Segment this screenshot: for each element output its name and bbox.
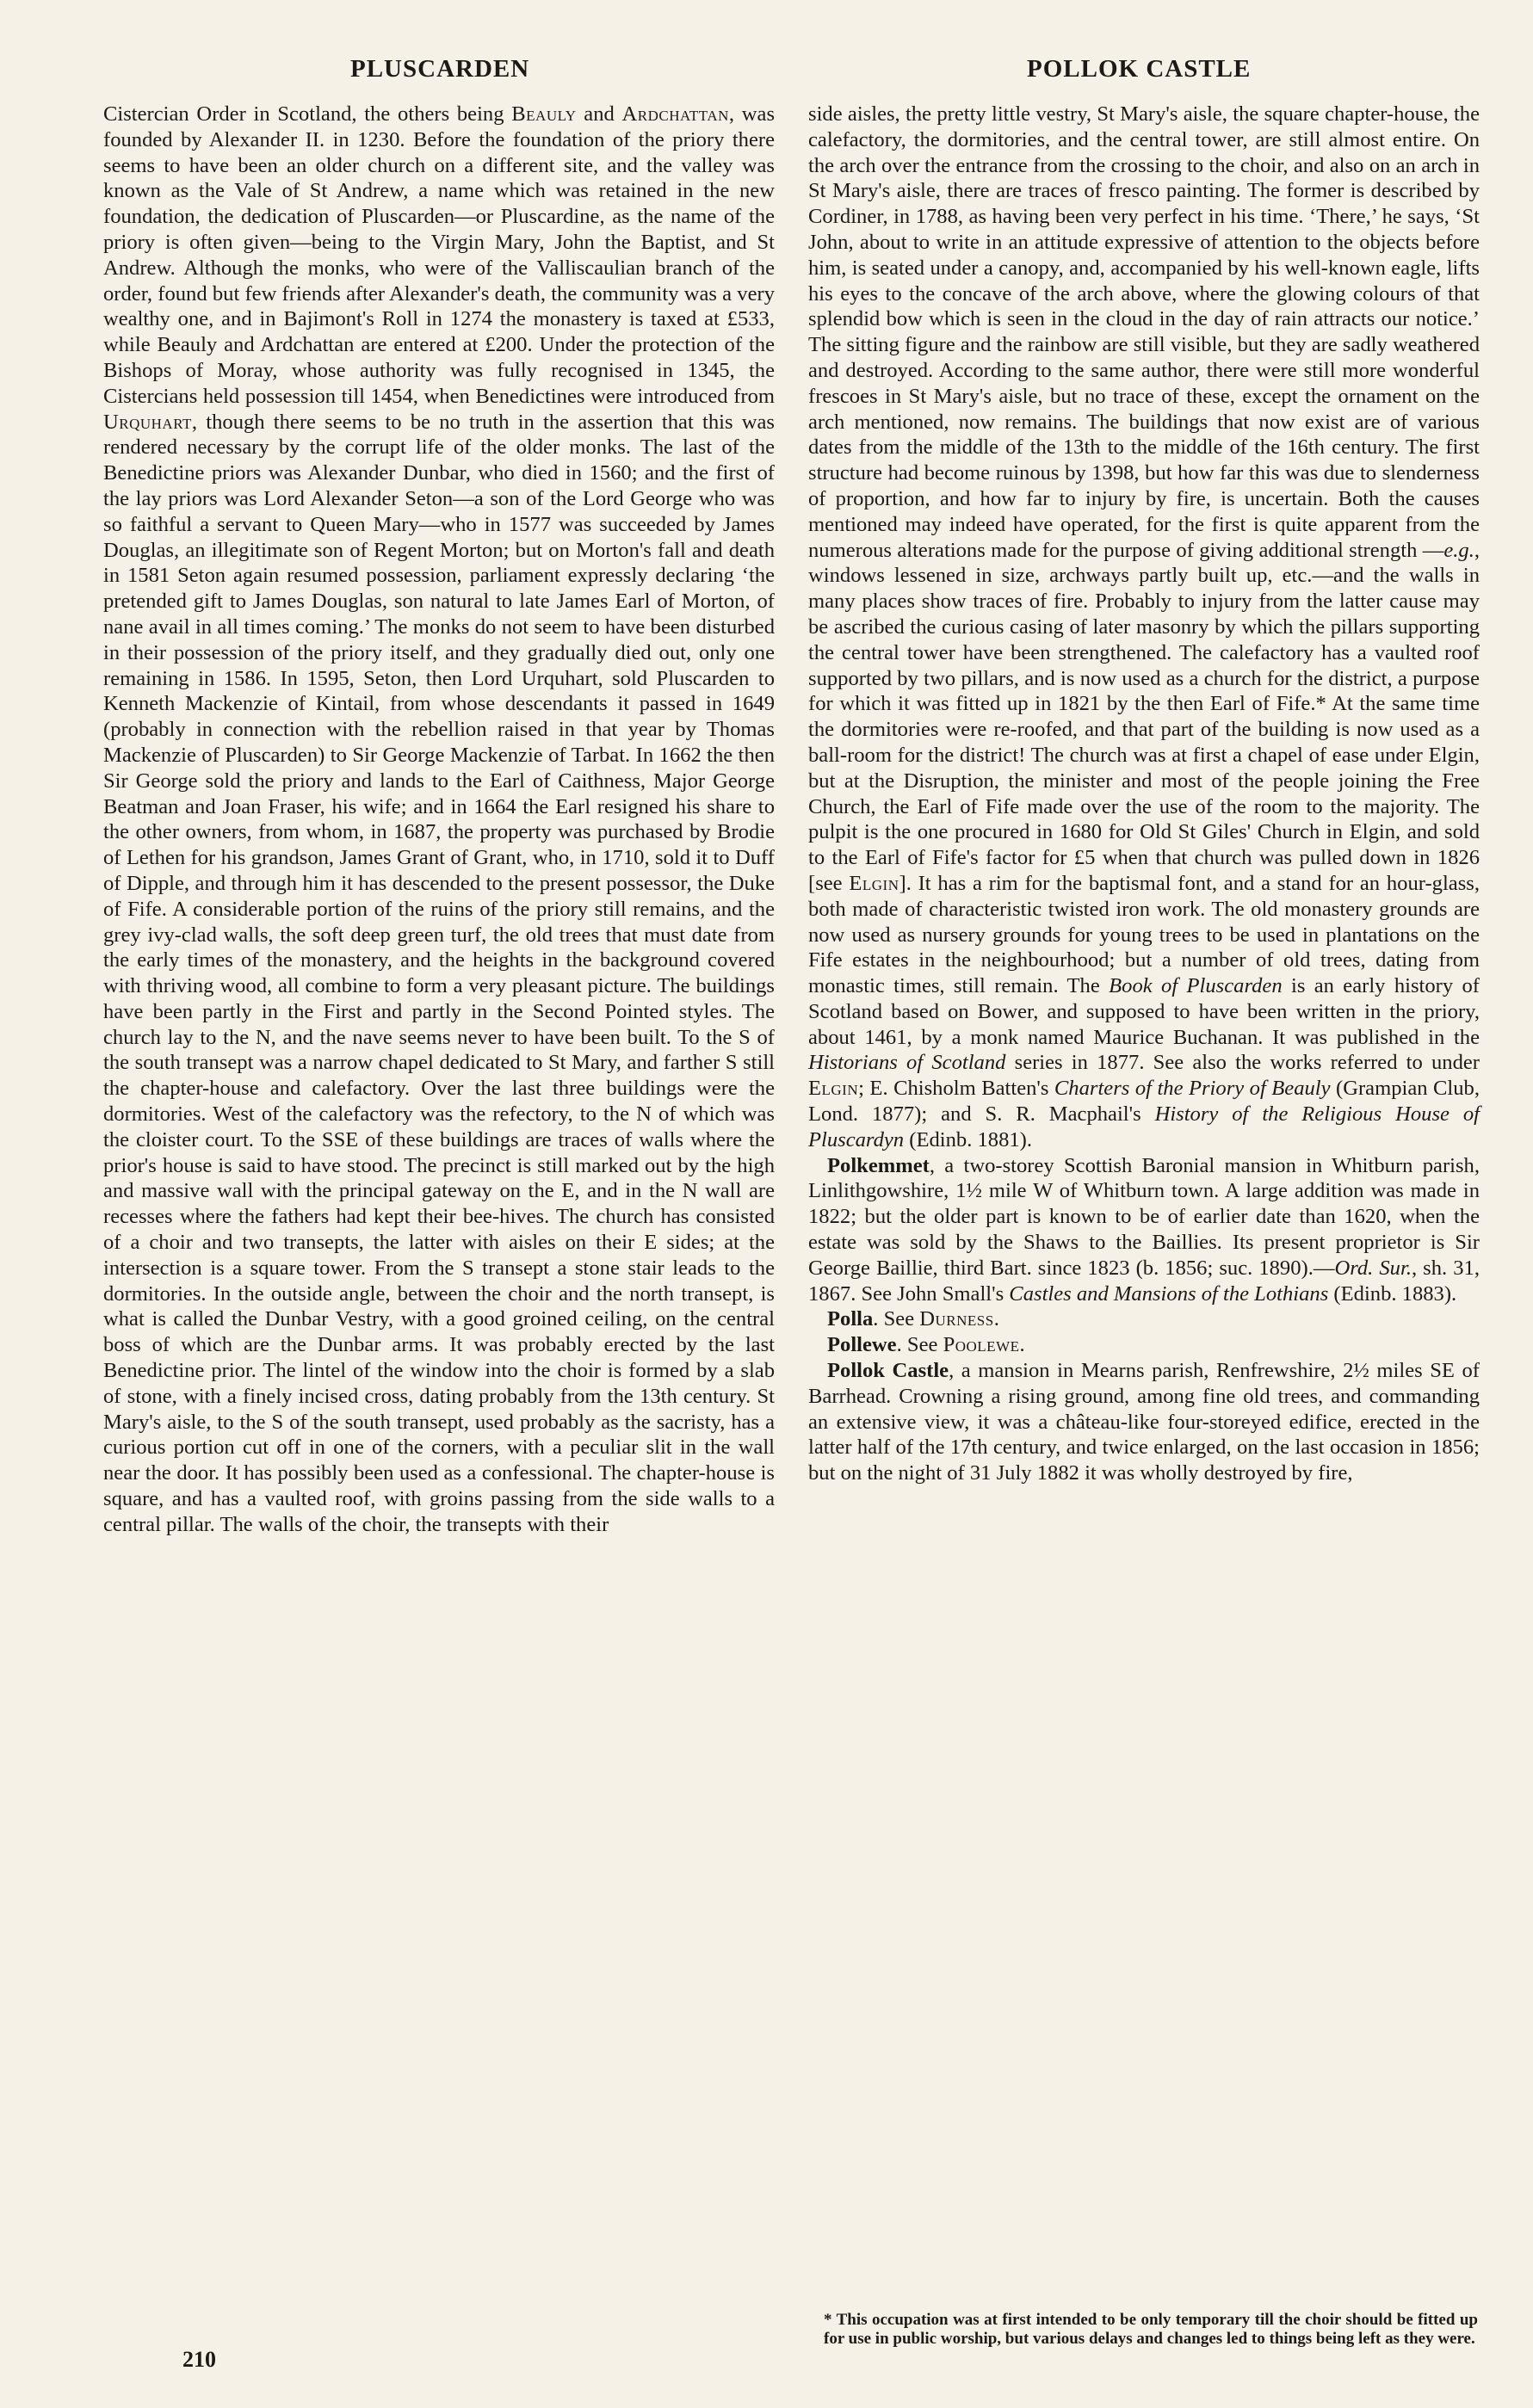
- text-run: , a two-storey Scottish Baronial mansion in Whitburn parish, Linlithgowshire, 1½ mile W of Whitburn town. A large addition was made in 1822; but the older part is known to be of earlier date than 1620, when the estate was sold by the Shaws to the Baillies. Its present proprietor is Sir George Baillie, third Bart. since 1823 (b. 1856; suc. 1890).—: [808, 1153, 1480, 1280]
- text-run: . See: [896, 1333, 943, 1357]
- entry-pollok-castle: [808, 1358, 1480, 1486]
- right-column: [808, 102, 1480, 1486]
- text-run: , though there seems to be no truth in the assertion that this was rendered necessary by the corrupt life of the older monks. The last of the Benedictine priors was Alexander Dunbar, who died in 1560; and the first of the lay priors was Lord Alexander Seton—a son of the Lord George who was so faithful a servant to Queen Mary—who in 1577 was succeeded by James Douglas, an illegitimate son of Regent Morton; but on Morton's fall and death in 1581 Seton again resumed possession, parliament expressly declaring ‘the pretended gift to James Douglas, son natural to late James Earl of Morton, of nane avail in all times coming.’ The monks do not seem to have been disturbed in their possession of the priory itself, and they gradually died out, only one remaining in 1586. In 1595, Seton, then Lord Urquhart, sold Pluscarden to Kenneth Mackenzie of Kintail, from whose descendants it passed in 1649 (probably in connection with the rebellion raised in that year by Thomas Mackenzie of Pluscarden) to Sir George Mackenzie of Tarbat. In 1662 the then Sir George sold the priory and lands to the Earl of Caithness, Major George Beatman and Joan Fraser, his wife; and in 1664 the Earl resigned his share to the other owners, from whom, in 1687, the property was purchased by Brodie of Lethen for his grandson, James Grant of Grant, who, in 1710, sold it to Duff of Dipple, and through him it has descended to the present possessor, the Duke of Fife. A considerable portion of the ruins of the priory still remains, and the grey ivy-clad walls, the soft deep green turf, the old trees that must date from the early times of the monastery, and the heights in the background covered with thriving wood, all combine to form a very pleasant picture. The buildings have been partly in the First and partly in the Second Pointed styles. The church lay to the N, and the nave seems never to have been built. To the S of the south transept was a narrow chapel dedicated to St Mary, and farther S still the chapter-house and calefactory. Over the last three buildings were the dormitories. West of the calefactory was the refectory, to the N of which was the cloister court. To the SSE of these buildings are traces of walls where the prior's house is said to have stood. The precinct is still marked out by the high and massive wall with the principal gateway on the E, and in the N wall are recesses where the fathers had kept their bee-hives. The church has consisted of a choir and two transepts, the latter with aisles on their E sides; at the intersection is a square tower. From the S transept a stone stair leads to the dormitories. In the outside angle, between the choir and the north transept, is what is called the Dunbar Vestry, with a good groined ceiling, on the central boss of which are the Dunbar arms. It was probably erected by the last Benedictine prior. The lintel of the window into the choir is formed by a slab of stone, with a finely incised cross, dating probably from the 13th century. St Mary's aisle, to the S of the south transept, used probably as the sacristy, has a curious portion cut off in one of the corners, with a peculiar slit in the wall near the door. It has possibly been used as a confessional. The chapter-house is square, and has a vaulted roof, with groins passing from the side walls to a central pillar. The walls of the choir, the transepts with their: [103, 410, 775, 1536]
- cross-reference: Elgin: [808, 1077, 859, 1101]
- cross-reference: Poolewe: [943, 1333, 1020, 1357]
- book-title: Charters of the Priory of Beauly: [1054, 1077, 1331, 1101]
- text-run: side aisles, the pretty little vestry, St Mary's aisle, the square chapter-house, the calefactory, the dormitories, and the central tower, are still almost entire. On the arch over the entrance from the crossing to the choir, and also on an arch in St Mary's aisle, there are traces of fresco painting. The former is described by Cordiner, in 1788, as having been very perfect in his time. ‘There,’ he says, ‘St John, about to write in an attitude expressive of attention to the objects before him, is seated under a canopy, and, accompanied by his well-known eagle, lifts his eyes to the concave of the arch above, where the glowing colours of that splendid bow which is seen in the cloud in the day of rain attracts our notice.’ The sitting figure and the rainbow are still visible, but they are sadly weathered and destroyed. According to the same author, there were still more wonderful frescoes in St Mary's aisle, but no trace of these, except the ornament on the arch mentioned, now remains. The buildings that now exist are of various dates from the middle of the 13th to the middle of the 16th century. The first structure had become ruinous by 1398, but how far this was due to slenderness of proportion, and how far to injury by fire, is uncertain. Both the causes mentioned may indeed have operated, for the first is quite apparent from the numerous alterations made for the purpose of giving additional strength —: [808, 102, 1480, 562]
- text-run: and: [576, 102, 622, 126]
- footnote: * This occupation was at first intended to be only temporary till the choir should be fitted up for use in public worship, but various delays and changes led to things being left as they were.: [824, 2311, 1478, 2348]
- entry-polla: [808, 1306, 1480, 1332]
- book-title: History of the Religious House of Pluscardyn: [808, 1102, 1480, 1152]
- book-title: Book of Pluscarden: [1109, 974, 1283, 998]
- text-run: , a mansion in Mearns parish, Renfrewshire, 2½ miles SE of Barrhead. Crowning a rising ground, among fine old trees, and commanding an extensive view, it was a château-like four-storeyed edifice, erected in the latter half of the 17th century, and twice enlarged, on the last occasion in 1856; but on the night of 31 July 1882 it was wholly destroyed by fire,: [808, 1359, 1480, 1485]
- text-run: , windows lessened in size, archways partly built up, etc.—and the walls in many places show traces of fire. Probably to injury from the latter cause may be ascribed the curious casing of later masonry by which the pillars supporting the central tower have been strengthened. The calefactory has a vaulted roof supported by two pillars, and is now used as a church for the district, a purpose for which it was fitted up in 1821 by the then Earl of Fife.* At the same time the dormitories were re-roofed, and that part of the building is now used as a ball-room for the district! The church was at first a chapel of ease under Elgin, but at the Disruption, the minister and most of the people joining the Free Church, the Earl of Fife made over the use of the room to the majority. The pulpit is the one procured in 1680 for Old St Giles' Church in Elgin, and sold to the Earl of Fife's factor for £5 when that church was pulled down in 1826 [see: [808, 538, 1480, 895]
- text-run: .: [993, 1307, 999, 1331]
- book-title: Historians of Scotland: [808, 1051, 1006, 1075]
- right-paragraph: [808, 102, 1480, 1153]
- entry-pollewe: [808, 1332, 1480, 1358]
- entry-polkemmet: [808, 1153, 1480, 1307]
- cross-reference: Urquhart: [103, 410, 192, 434]
- cross-reference: Beauly: [511, 102, 577, 126]
- text-run: . See: [873, 1307, 920, 1331]
- text-run: (Edinb. 1883).: [1328, 1281, 1457, 1306]
- text-run: Cistercian Order in Scotland, the others being: [103, 102, 512, 126]
- left-column: [103, 102, 775, 1538]
- text-run: (Edinb. 1881).: [904, 1127, 1033, 1152]
- cross-reference: Elgin: [849, 871, 899, 895]
- entry-heading: Polla: [827, 1307, 874, 1331]
- cross-reference: Ardchattan: [621, 102, 729, 126]
- left-paragraph: [103, 102, 775, 1538]
- italic-text: Ord. Sur.: [1334, 1256, 1412, 1280]
- cross-reference: Durness: [919, 1307, 994, 1331]
- text-run: (Grampian Club, Lond. 1877); and S. R. Macphail's: [808, 1077, 1480, 1127]
- text-run: .: [1019, 1333, 1025, 1357]
- entry-heading: Pollewe: [827, 1333, 897, 1357]
- text-run: , was founded by Alexander II. in 1230. Before the foundation of the priory there seems to have been an older church on a different site, and the valley was known as the Vale of St Andrew, a name which was retained in the new foundation, the dedication of Pluscarden—or Pluscardine, as the name of the priory is often given—being to the Virgin Mary, John the Baptist, and St Andrew. Although the monks, who were of the Valliscaulian branch of the order, found but few friends after Alexander's death, the community was a very wealthy one, and in Bajimont's Roll in 1274 the monastery is taxed at £533, while Beauly and Ardchattan are entered at £200. Under the protection of the Bishops of Moray, whose authority was fully recognised in 1345, the Cistercians held possession till 1454, when Benedictines were introduced from: [103, 102, 776, 408]
- running-header: [99, 55, 1476, 90]
- italic-text: e.g.: [1443, 538, 1474, 562]
- header-right-title: POLLOK CASTLE: [1027, 55, 1252, 83]
- text-run: ]. It has a rim for the baptismal font, and a stand for an hour-glass, both made of characteristic twisted iron work. The old monastery grounds are now used as nursery grounds for young trees to be used in plantations on the Fife estates in the neighbourhood; but a number of old trees, dating from monastic times, still remain. The: [808, 871, 1480, 998]
- entry-heading: Polkemmet: [827, 1153, 930, 1177]
- book-title: Castles and Mansions of the Lothians: [1009, 1281, 1329, 1306]
- header-left-title: PLUSCARDEN: [350, 55, 530, 83]
- text-run: is an early history of Scotland based on Bower, and supposed to have been written in the priory, about 1461, by a monk named Maurice Buchanan. It was published in the: [808, 974, 1480, 1049]
- page-number: 210: [182, 2347, 216, 2372]
- text-run: , sh. 31, 1867. See John Small's: [808, 1256, 1480, 1306]
- text-run: series in 1877. See also the works referred to under: [1005, 1051, 1480, 1075]
- entry-heading: Pollok Castle: [827, 1359, 949, 1383]
- text-run: ; E. Chisholm Batten's: [858, 1077, 1054, 1101]
